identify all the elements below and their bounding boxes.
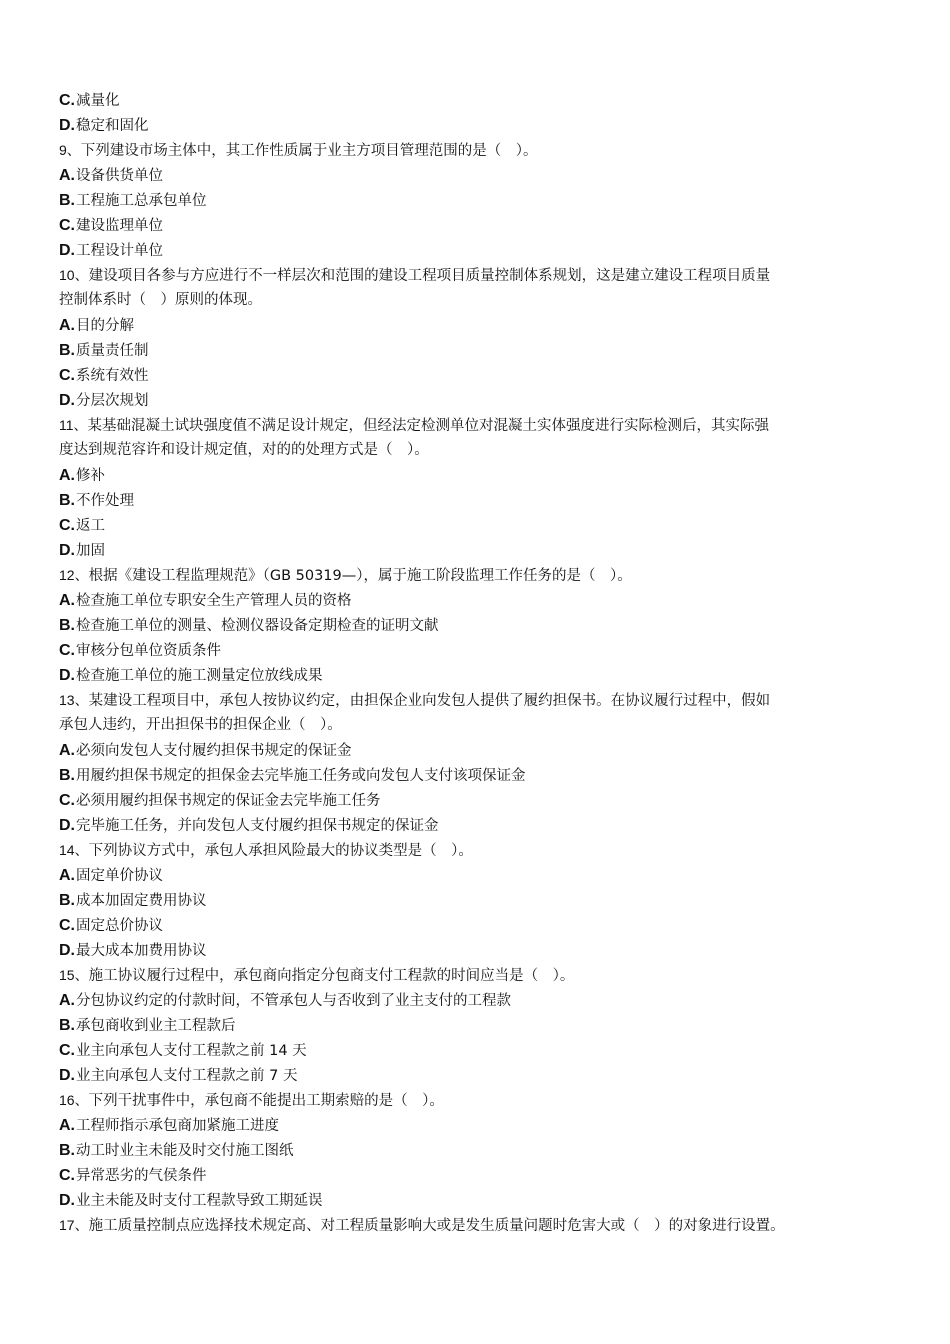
option-letter: A. xyxy=(59,992,75,1009)
line-text: 动工时业主未能及时交付施工图纸 xyxy=(76,1143,294,1159)
answer-option xyxy=(59,1163,891,1188)
answer-option xyxy=(59,1063,891,1088)
option-letter: D. xyxy=(59,942,75,959)
option-letter: D. xyxy=(59,542,75,559)
line-text: 不作处理 xyxy=(76,493,134,509)
answer-option xyxy=(59,363,891,388)
question-number: 12、 xyxy=(59,567,89,583)
line-text: 目的分解 xyxy=(76,318,134,334)
answer-option xyxy=(59,1013,891,1038)
option-letter: C. xyxy=(59,642,75,659)
option-letter: B. xyxy=(59,892,75,909)
answer-option xyxy=(59,663,891,688)
option-letter: C. xyxy=(59,217,75,234)
answer-option xyxy=(59,988,891,1013)
document-body xyxy=(59,88,891,1238)
line-text: 下列协议方式中，承包人承担风险最大的协议类型是（ ）。 xyxy=(88,843,473,859)
option-letter: C. xyxy=(59,367,75,384)
line-text: 业主向承包人支付工程款之前 14 天 xyxy=(76,1043,307,1059)
option-letter: C. xyxy=(59,1167,75,1184)
option-letter: B. xyxy=(59,617,75,634)
option-letter: D. xyxy=(59,817,75,834)
question-stem-continued xyxy=(59,713,891,738)
answer-option xyxy=(59,613,891,638)
line-text: 建设监理单位 xyxy=(76,218,163,234)
line-text: 分包协议约定的付款时间，不管承包人与否收到了业主支付的工程款 xyxy=(76,993,511,1009)
answer-option xyxy=(59,213,891,238)
option-letter: B. xyxy=(59,1142,75,1159)
line-text: 度达到规范容许和设计规定值，对的的处理方式是（ ）。 xyxy=(59,442,429,458)
question-stem xyxy=(59,1213,891,1238)
line-text: 业主未能及时支付工程款导致工期延误 xyxy=(76,1193,323,1209)
question-number: 11、 xyxy=(59,417,88,433)
answer-option xyxy=(59,938,891,963)
answer-option xyxy=(59,313,891,338)
line-text: 固定单价协议 xyxy=(76,868,163,884)
line-text: 控制体系时（ ）原则的体现。 xyxy=(59,292,262,308)
option-letter: D. xyxy=(59,392,75,409)
option-letter: A. xyxy=(59,592,75,609)
answer-option xyxy=(59,638,891,663)
option-letter: C. xyxy=(59,1042,75,1059)
option-letter: A. xyxy=(59,867,75,884)
option-letter: D. xyxy=(59,242,75,259)
option-letter: B. xyxy=(59,492,75,509)
answer-option xyxy=(59,388,891,413)
option-letter: A. xyxy=(59,167,75,184)
question-number: 10、 xyxy=(59,267,89,283)
line-text: 稳定和固化 xyxy=(76,118,149,134)
line-text: 系统有效性 xyxy=(76,368,149,384)
question-stem xyxy=(59,838,891,863)
answer-option xyxy=(59,813,891,838)
line-text: 加固 xyxy=(76,543,105,559)
answer-option xyxy=(59,488,891,513)
answer-option xyxy=(59,588,891,613)
line-text: 承包商收到业主工程款后 xyxy=(76,1018,236,1034)
answer-option xyxy=(59,788,891,813)
line-text: 工程师指示承包商加紧施工进度 xyxy=(76,1118,279,1134)
line-text: 下列建设市场主体中，其工作性质属于业主方项目管理范围的是（ ）。 xyxy=(80,143,538,159)
option-letter: A. xyxy=(59,467,75,484)
answer-option xyxy=(59,738,891,763)
option-letter: B. xyxy=(59,1017,75,1034)
line-text: 施工协议履行过程中，承包商向指定分包商支付工程款的时间应当是（ ）。 xyxy=(88,968,575,984)
answer-option xyxy=(59,513,891,538)
question-stem-continued xyxy=(59,288,891,313)
question-stem xyxy=(59,563,891,588)
question-number: 13、 xyxy=(59,692,89,708)
answer-option xyxy=(59,1138,891,1163)
line-text: 最大成本加费用协议 xyxy=(76,943,207,959)
option-letter: A. xyxy=(59,1117,75,1134)
line-text: 用履约担保书规定的担保金去完毕施工任务或向发包人支付该项保证金 xyxy=(76,768,526,784)
option-letter: C. xyxy=(59,917,75,934)
answer-option xyxy=(59,863,891,888)
line-text: 某基础混凝土试块强度值不满足设计规定，但经法定检测单位对混凝土实体强度进行实际检测后，其实际强 xyxy=(87,418,770,434)
question-stem xyxy=(59,263,891,288)
question-number: 15、 xyxy=(59,967,89,983)
line-text: 返工 xyxy=(76,518,105,534)
option-letter: D. xyxy=(59,667,75,684)
line-text: 异常恶劣的气侯条件 xyxy=(76,1168,207,1184)
answer-option xyxy=(59,163,891,188)
answer-option xyxy=(59,238,891,263)
option-letter: D. xyxy=(59,1067,75,1084)
line-text: 工程施工总承包单位 xyxy=(76,193,207,209)
answer-option xyxy=(59,463,891,488)
question-stem xyxy=(59,688,891,713)
line-text: 工程设计单位 xyxy=(76,243,163,259)
answer-option xyxy=(59,763,891,788)
line-text: 完毕施工任务，并向发包人支付履约担保书规定的保证金 xyxy=(76,818,439,834)
option-letter: C. xyxy=(59,92,75,109)
line-text: 施工质量控制点应选择技术规定高、对工程质量影响大或是发生质量问题时危害大或（ ）的对象进行设置。 xyxy=(88,1218,785,1234)
answer-option xyxy=(59,1188,891,1213)
line-text: 某建设工程项目中，承包人按协议约定，由担保企业向发包人提供了履约担保书。在协议履行过程中，假如 xyxy=(88,693,771,709)
answer-option xyxy=(59,1113,891,1138)
option-letter: B. xyxy=(59,767,75,784)
line-text: 检查施工单位专职安全生产管理人员的资格 xyxy=(76,593,352,609)
question-stem xyxy=(59,963,891,988)
line-text: 必须用履约担保书规定的保证金去完毕施工任务 xyxy=(76,793,381,809)
answer-option xyxy=(59,338,891,363)
question-stem xyxy=(59,138,891,163)
option-letter: C. xyxy=(59,517,75,534)
answer-option xyxy=(59,113,891,138)
question-number: 16、 xyxy=(59,1092,89,1108)
line-text: 根据《建设工程监理规范》（GB 50319—），属于施工阶段监理工作任务的是（ ）。 xyxy=(88,568,632,584)
option-letter: C. xyxy=(59,792,75,809)
answer-option xyxy=(59,888,891,913)
line-text: 分层次规划 xyxy=(76,393,149,409)
line-text: 必须向发包人支付履约担保书规定的保证金 xyxy=(76,743,352,759)
line-text: 固定总价协议 xyxy=(76,918,163,934)
option-letter: D. xyxy=(59,117,75,134)
line-text: 减量化 xyxy=(76,93,120,109)
line-text: 业主向承包人支付工程款之前 7 天 xyxy=(76,1068,298,1084)
question-number: 9、 xyxy=(59,142,81,158)
answer-option xyxy=(59,1038,891,1063)
option-letter: A. xyxy=(59,742,75,759)
line-text: 建设项目各参与方应进行不一样层次和范围的建设工程项目质量控制体系规划，这是建立建设工程项目质量 xyxy=(88,268,771,284)
question-stem xyxy=(59,413,891,438)
line-text: 质量责任制 xyxy=(76,343,149,359)
question-number: 17、 xyxy=(59,1217,89,1233)
line-text: 检查施工单位的测量、检测仪器设备定期检查的证明文献 xyxy=(76,618,439,634)
line-text: 成本加固定费用协议 xyxy=(76,893,207,909)
line-text: 修补 xyxy=(76,468,105,484)
line-text: 设备供货单位 xyxy=(76,168,163,184)
option-letter: B. xyxy=(59,342,75,359)
answer-option xyxy=(59,538,891,563)
question-stem-continued xyxy=(59,438,891,463)
line-text: 承包人违约，开出担保书的担保企业（ ）。 xyxy=(59,717,342,733)
question-stem xyxy=(59,1088,891,1113)
answer-option xyxy=(59,913,891,938)
question-number: 14、 xyxy=(59,842,89,858)
answer-option xyxy=(59,88,891,113)
option-letter: A. xyxy=(59,317,75,334)
line-text: 检查施工单位的施工测量定位放线成果 xyxy=(76,668,323,684)
answer-option xyxy=(59,188,891,213)
option-letter: D. xyxy=(59,1192,75,1209)
line-text: 审核分包单位资质条件 xyxy=(76,643,221,659)
line-text: 下列干扰事件中，承包商不能提出工期索赔的是（ ）。 xyxy=(88,1093,444,1109)
option-letter: B. xyxy=(59,192,75,209)
